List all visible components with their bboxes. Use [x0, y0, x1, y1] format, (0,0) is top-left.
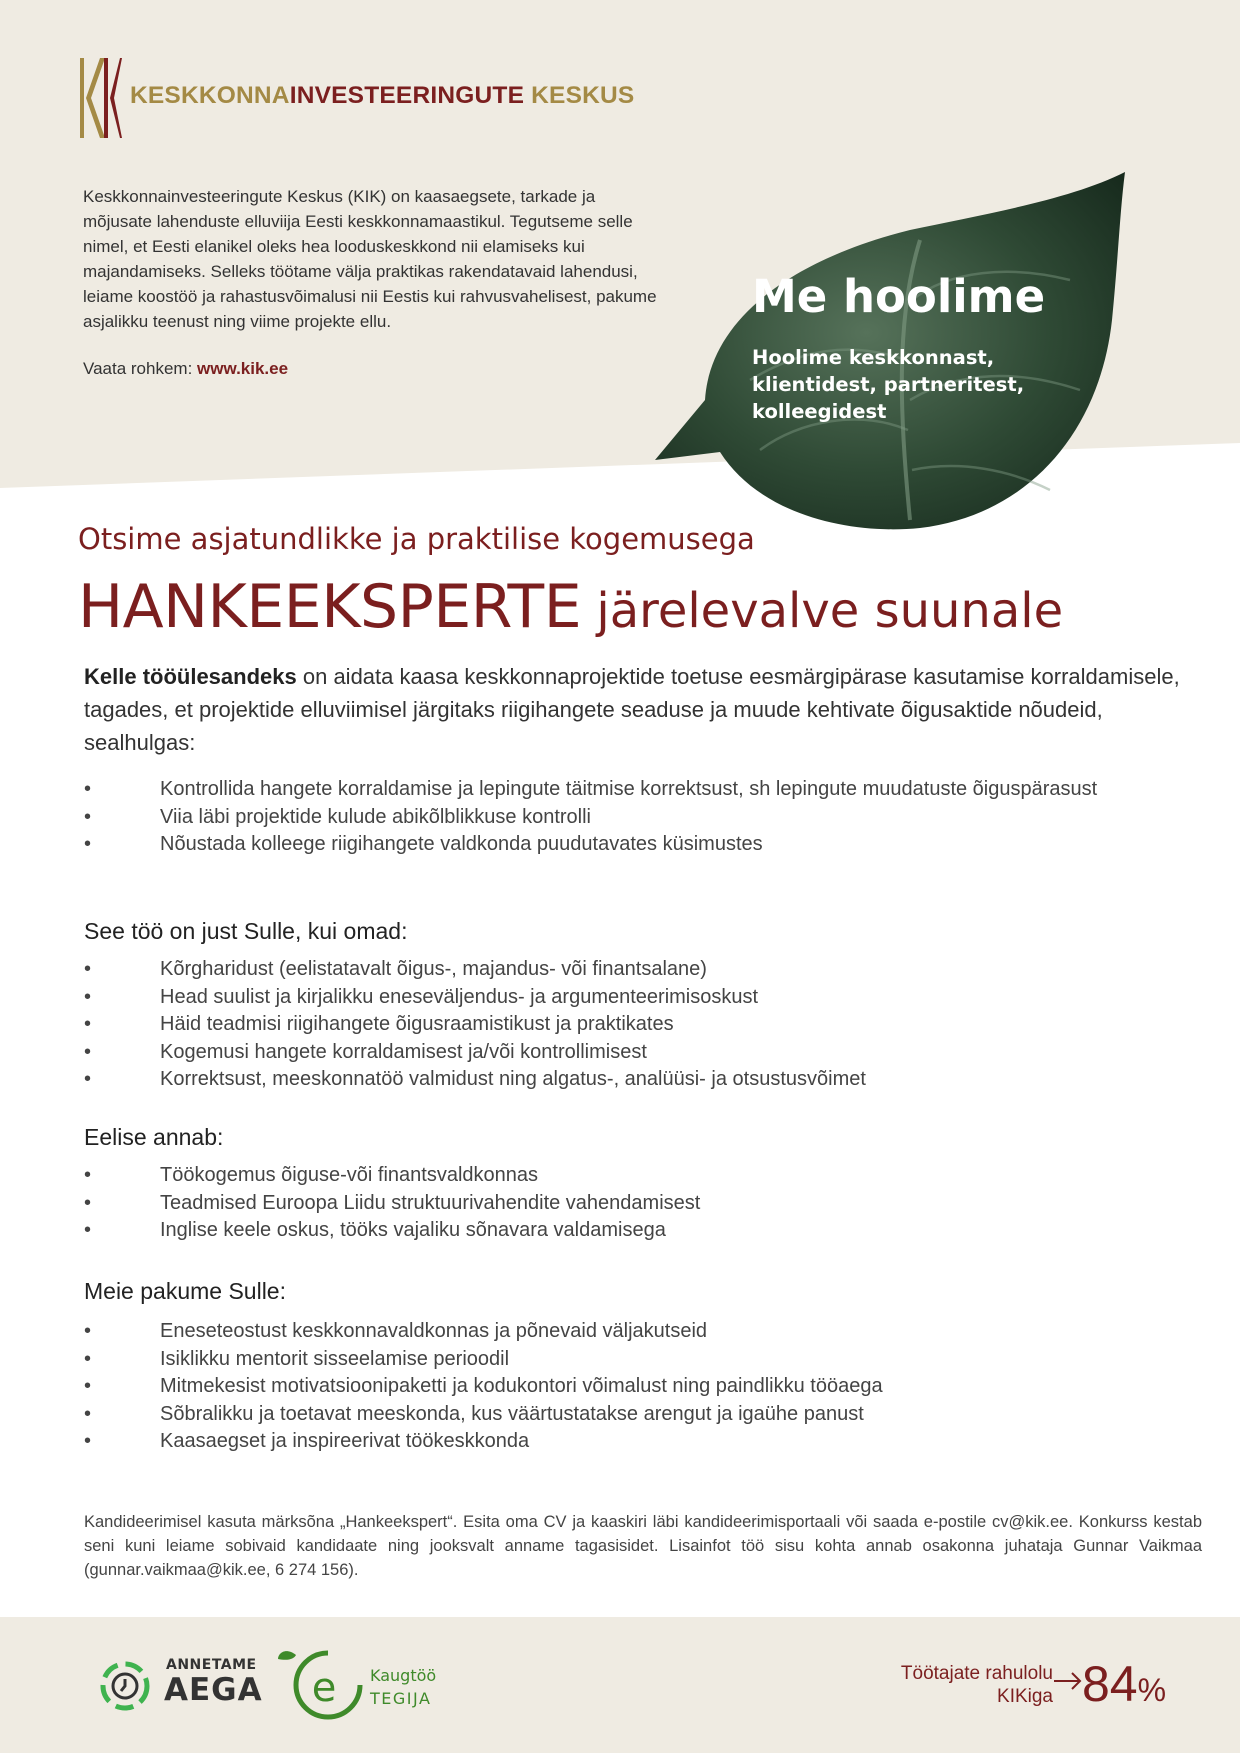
bullet: • [84, 1068, 92, 1090]
requirements-list [84, 956, 1194, 1094]
list-item [84, 831, 1194, 859]
list-item [84, 1401, 1194, 1429]
bullet: • [84, 985, 92, 1008]
website-link[interactable]: www.kik.ee [197, 359, 289, 378]
tegija-label: TEGIJA [370, 1689, 432, 1708]
list-item-text: Kõrgharidust (eelistatavalt õigus-, majandus- või finantsalane) [160, 958, 707, 980]
svg-text:e: e [311, 1665, 337, 1711]
list-item [84, 1011, 1194, 1039]
more-label: Vaata rohkem: [83, 359, 198, 378]
offer-list [84, 1318, 1194, 1456]
lead-bold: Kelle tööülesandeks [84, 664, 297, 689]
list-item-text: Kontrollida hangete korraldamise ja lepingute täitmise korrektsust, sh lepingute muudatuste õiguspärasust [160, 778, 1098, 800]
aega-label-top: ANNETAME [166, 1657, 257, 1673]
list-item-text: Kogemusi hangete korraldamisest ja/või kontrollimisest [160, 1040, 647, 1063]
logo-wordmark: KESKKONNAINVESTEERINGUTE KESKUS [130, 82, 635, 109]
list-item [84, 1373, 1194, 1401]
list-item-text: Head suulist ja kirjalikku eneseväljendus- ja argumenteerimisoskust [160, 985, 759, 1008]
leaf-subtitle: Hoolime keskkonnast, klientidest, partneritest, kolleegidest [752, 346, 1025, 423]
bullet: • [84, 1040, 92, 1063]
bullet: • [84, 778, 92, 800]
job-title-main: HANKEEKSPERTE [78, 572, 582, 642]
list-item-text: Eneseteostust keskkonnavaldkonnas ja põnevaid väljakutseid [160, 1320, 708, 1342]
more-link-line [83, 359, 288, 379]
list-item [84, 804, 1194, 832]
job-subtitle: Otsime asjatundlikke ja praktilise kogemusega [78, 522, 755, 556]
list-item [84, 1162, 1194, 1190]
list-item-text: Nõustada kolleege riigihangete valdkonda puudutavates küsimustes [160, 833, 763, 855]
list-item [84, 956, 1194, 984]
requirements-heading: See töö on just Sulle, kui omad: [84, 918, 408, 944]
list-item-text: Sõbralikku ja toetavat meeskonda, kus väärtustatakse arengut ja igaühe panust [160, 1402, 864, 1425]
list-item [84, 1190, 1194, 1218]
aega-label-bottom: AEGA [164, 1672, 263, 1708]
intro-paragraph: Keskkonnainvesteeringute Keskus (KIK) on kaasaegsete, tarkade ja mõjusate lahenduste elluviija Eesti keskkonnamaastikul. Tegutseme selle nimel, et Eesti elanikel oleks hea looduskeskkond nii elamiseks kui majandamiseks. Selleks töötame välja praktikas rakendatavaid lahendusi, leiame koostöö ja rahastusvõimalusi nii Eestis kui rahvusvahelisest, pakume asjalikku teenust ning viime projekte ellu. [83, 187, 657, 331]
job-title [78, 572, 1063, 642]
list-item-text: Häid teadmisi riigihangete õigusraamistikust ja praktikates [160, 1013, 674, 1035]
list-item-text: Viia läbi projektide kulude abikõlblikkuse kontrolli [160, 805, 591, 828]
list-item [84, 1066, 1194, 1094]
bullet: • [84, 1430, 92, 1452]
kaugtoo-label: Kaugtöö [370, 1666, 437, 1685]
duties-list [84, 776, 1194, 859]
list-item-text: Kaasaegset ja inspireerivat töökeskkonda [160, 1430, 530, 1452]
bullet: • [84, 805, 92, 828]
list-item-text: Korrektsust, meeskonnatöö valmidust ning algatus-, analüüsi- ja otsustusvõimet [160, 1068, 866, 1090]
lead-paragraph [84, 660, 1204, 759]
bullet: • [84, 1013, 92, 1035]
leaf-title: Me hoolime [752, 270, 1046, 323]
bullet: • [84, 1164, 92, 1186]
bullet: • [84, 1347, 92, 1370]
bullet: • [84, 1191, 92, 1214]
list-item-text: Teadmised Euroopa Liidu struktuurivahendite vahendamisest [160, 1191, 701, 1214]
satisfaction-unit: % [1137, 1672, 1167, 1708]
satisfaction-label: Töötajate rahulolu KIKiga [900, 1663, 1053, 1707]
list-item-text: Inglise keele oskus, tööks vajaliku sõnavara valdamisega [160, 1219, 666, 1241]
list-item-text: Mitmekesist motivatsioonipaketti ja kodukontori võimalust ning paindlikku tööaega [160, 1375, 883, 1397]
job-title-rest: järelevalve suunale [581, 583, 1064, 639]
list-item [84, 1217, 1194, 1245]
kik-logo-icon [80, 58, 122, 138]
bullet: • [84, 1402, 92, 1425]
arrow-right-icon [1053, 1670, 1083, 1692]
satisfaction-number: 84 [1082, 1656, 1138, 1712]
offer-heading: Meie pakume Sulle: [84, 1278, 286, 1304]
list-item-text: Töökogemus õiguse-või finantsvaldkonnas [160, 1164, 538, 1186]
advantages-heading: Eelise annab: [84, 1124, 224, 1150]
bullet: • [84, 1219, 92, 1241]
bullet: • [84, 1375, 92, 1397]
application-note: Kandideerimisel kasuta märksõna „Hankeekspert“. Esita oma CV ja kaaskiri läbi kandideerimisportaali või saada e-postile cv@kik.ee. Konkurss kestab seni kuni leiame sobivaid kandidaate ning jooksvalt anname tagasisidet. Lisainfot töö sisu kohta annab osakonna juhataja Gunnar Vaikmaa (gunnar.vaikmaa@kik.ee, 6 274 156). [84, 1513, 1202, 1579]
bullet: • [84, 833, 92, 855]
bullet: • [84, 1320, 92, 1342]
bullet: • [84, 958, 92, 980]
satisfaction-value [1082, 1655, 1166, 1713]
lead-text: on aidata kaasa keskkonnaprojektide toetuse eesmärgipärase kasutamise korraldamisele, tagades, et projektide elluviimisel järgitaks riigihangete seaduse ja muude kehtivate õigusaktide nõudeid, sealhulgas: [84, 664, 1180, 755]
list-item [84, 1039, 1194, 1067]
list-item [84, 984, 1194, 1012]
kaugtoo-tegija-logo-icon [276, 1645, 366, 1725]
list-item [84, 1428, 1194, 1456]
advantages-list [84, 1162, 1194, 1245]
list-item [84, 1346, 1194, 1374]
list-item-text: Isiklikku mentorit sisseelamise perioodil [160, 1347, 510, 1370]
list-item [84, 776, 1194, 804]
list-item [84, 1318, 1194, 1346]
